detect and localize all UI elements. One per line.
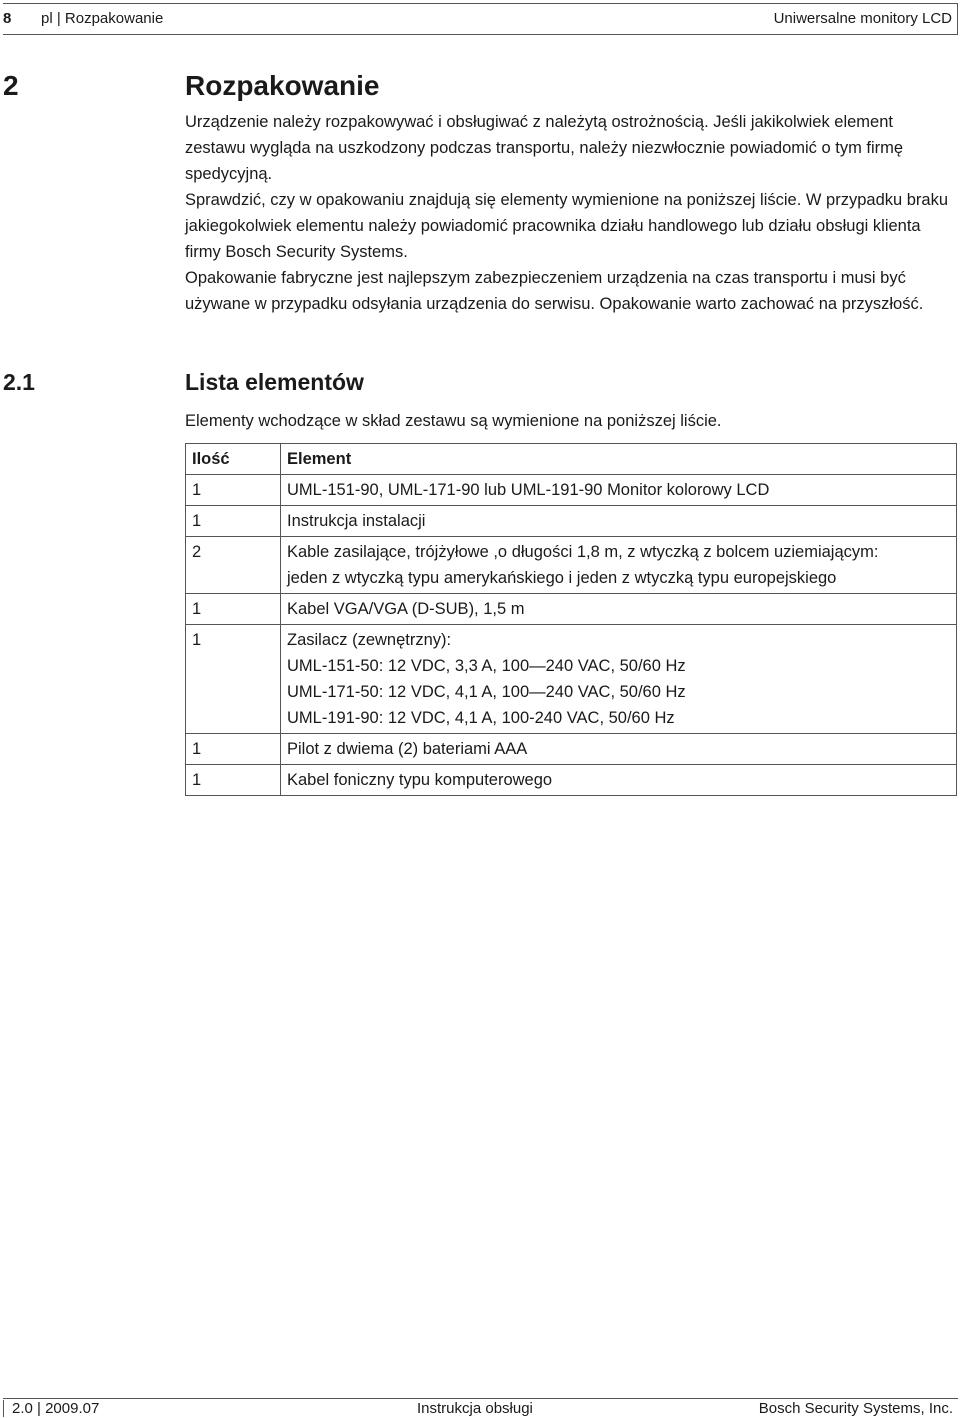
cell-qty: 1 bbox=[186, 475, 281, 506]
paragraph: Urządzenie należy rozpakowywać i obsługiwać z należytą ostrożnością. Jeśli jakikolwiek element zestawu wygląda na uszkodzony podczas transportu, należy niezwłocznie powiadomić o tym firmę spedycyjną. bbox=[185, 113, 904, 183]
items-table bbox=[185, 443, 957, 796]
cell-element-line: UML-191-90: 12 VDC, 4,1 A, 100-240 VAC, 50/60 Hz bbox=[287, 709, 675, 727]
page-number: 8 bbox=[3, 10, 12, 27]
cell-element bbox=[281, 475, 957, 506]
page-header bbox=[3, 3, 958, 35]
cell-element-line: Zasilacz (zewnętrzny): bbox=[287, 631, 452, 649]
footer-version: 2.0 | 2009.07 bbox=[3, 1400, 99, 1417]
footer-company: Bosch Security Systems, Inc. bbox=[758, 1400, 953, 1417]
table-row bbox=[186, 594, 957, 625]
table-row bbox=[186, 506, 957, 537]
column-header-element: Element bbox=[281, 444, 957, 475]
column-header-qty: Ilość bbox=[186, 444, 281, 475]
table-row bbox=[186, 475, 957, 506]
cell-qty: 1 bbox=[186, 506, 281, 537]
paragraph: Opakowanie fabryczne jest najlepszym zabezpieczeniem urządzenia na czas transportu i musi być używane w przypadku odsyłania urządzenia do serwisu. Opakowanie warto zachować na przyszłość. bbox=[185, 269, 924, 313]
table-row bbox=[186, 625, 957, 734]
cell-qty: 1 bbox=[186, 765, 281, 796]
cell-element-line: Kabel VGA/VGA (D-SUB), 1,5 m bbox=[287, 600, 525, 618]
table-header-row bbox=[186, 444, 957, 475]
cell-element bbox=[281, 625, 957, 734]
cell-element bbox=[281, 506, 957, 537]
table-row bbox=[186, 537, 957, 594]
cell-element bbox=[281, 734, 957, 765]
section-intro: Elementy wchodzące w skład zestawu są wymienione na poniższej liście. bbox=[185, 412, 722, 430]
chapter-title: Rozpakowanie bbox=[185, 70, 380, 101]
cell-element bbox=[281, 594, 957, 625]
cell-element-line: UML-151-90, UML-171-90 lub UML-191-90 Monitor kolorowy LCD bbox=[287, 481, 770, 499]
chapter-number: 2 bbox=[3, 70, 19, 101]
cell-element bbox=[281, 537, 957, 594]
footer-doc-type: Instrukcja obsługi bbox=[417, 1400, 533, 1417]
table-body bbox=[186, 475, 957, 796]
cell-element-line: Instrukcja instalacji bbox=[287, 512, 426, 530]
cell-element-line: Pilot z dwiema (2) bateriami AAA bbox=[287, 740, 528, 758]
section-number: 2.1 bbox=[3, 369, 35, 395]
cell-element-line: UML-151-50: 12 VDC, 3,3 A, 100—240 VAC, 50/60 Hz bbox=[287, 657, 686, 675]
cell-qty: 1 bbox=[186, 594, 281, 625]
section-title: Lista elementów bbox=[185, 369, 364, 395]
table-row bbox=[186, 765, 957, 796]
header-section: pl | Rozpakowanie bbox=[41, 10, 164, 27]
cell-element-line: jeden z wtyczką typu amerykańskiego i jeden z wtyczką typu europejskiego bbox=[287, 569, 837, 587]
cell-element-line: UML-171-50: 12 VDC, 4,1 A, 100—240 VAC, 50/60 Hz bbox=[287, 683, 686, 701]
cell-qty: 2 bbox=[186, 537, 281, 594]
cell-element-line: Kabel foniczny typu komputerowego bbox=[287, 771, 553, 789]
header-doc-title: Uniwersalne monitory LCD bbox=[773, 10, 952, 27]
paragraph: Sprawdzić, czy w opakowaniu znajdują się elementy wymienione na poniższej liście. W przypadku braku jakiegokolwiek elementu należy powiadomić pracownika działu handlowego lub działu obsługi klienta firmy Bosch Security Systems. bbox=[185, 191, 949, 261]
table-row bbox=[186, 734, 957, 765]
page-footer bbox=[3, 1398, 958, 1417]
cell-qty: 1 bbox=[186, 625, 281, 734]
cell-element-line: Kable zasilające, trójżyłowe ,o długości 1,8 m, z wtyczką z bolcem uziemiającym: bbox=[287, 543, 879, 561]
cell-element bbox=[281, 765, 957, 796]
cell-qty: 1 bbox=[186, 734, 281, 765]
